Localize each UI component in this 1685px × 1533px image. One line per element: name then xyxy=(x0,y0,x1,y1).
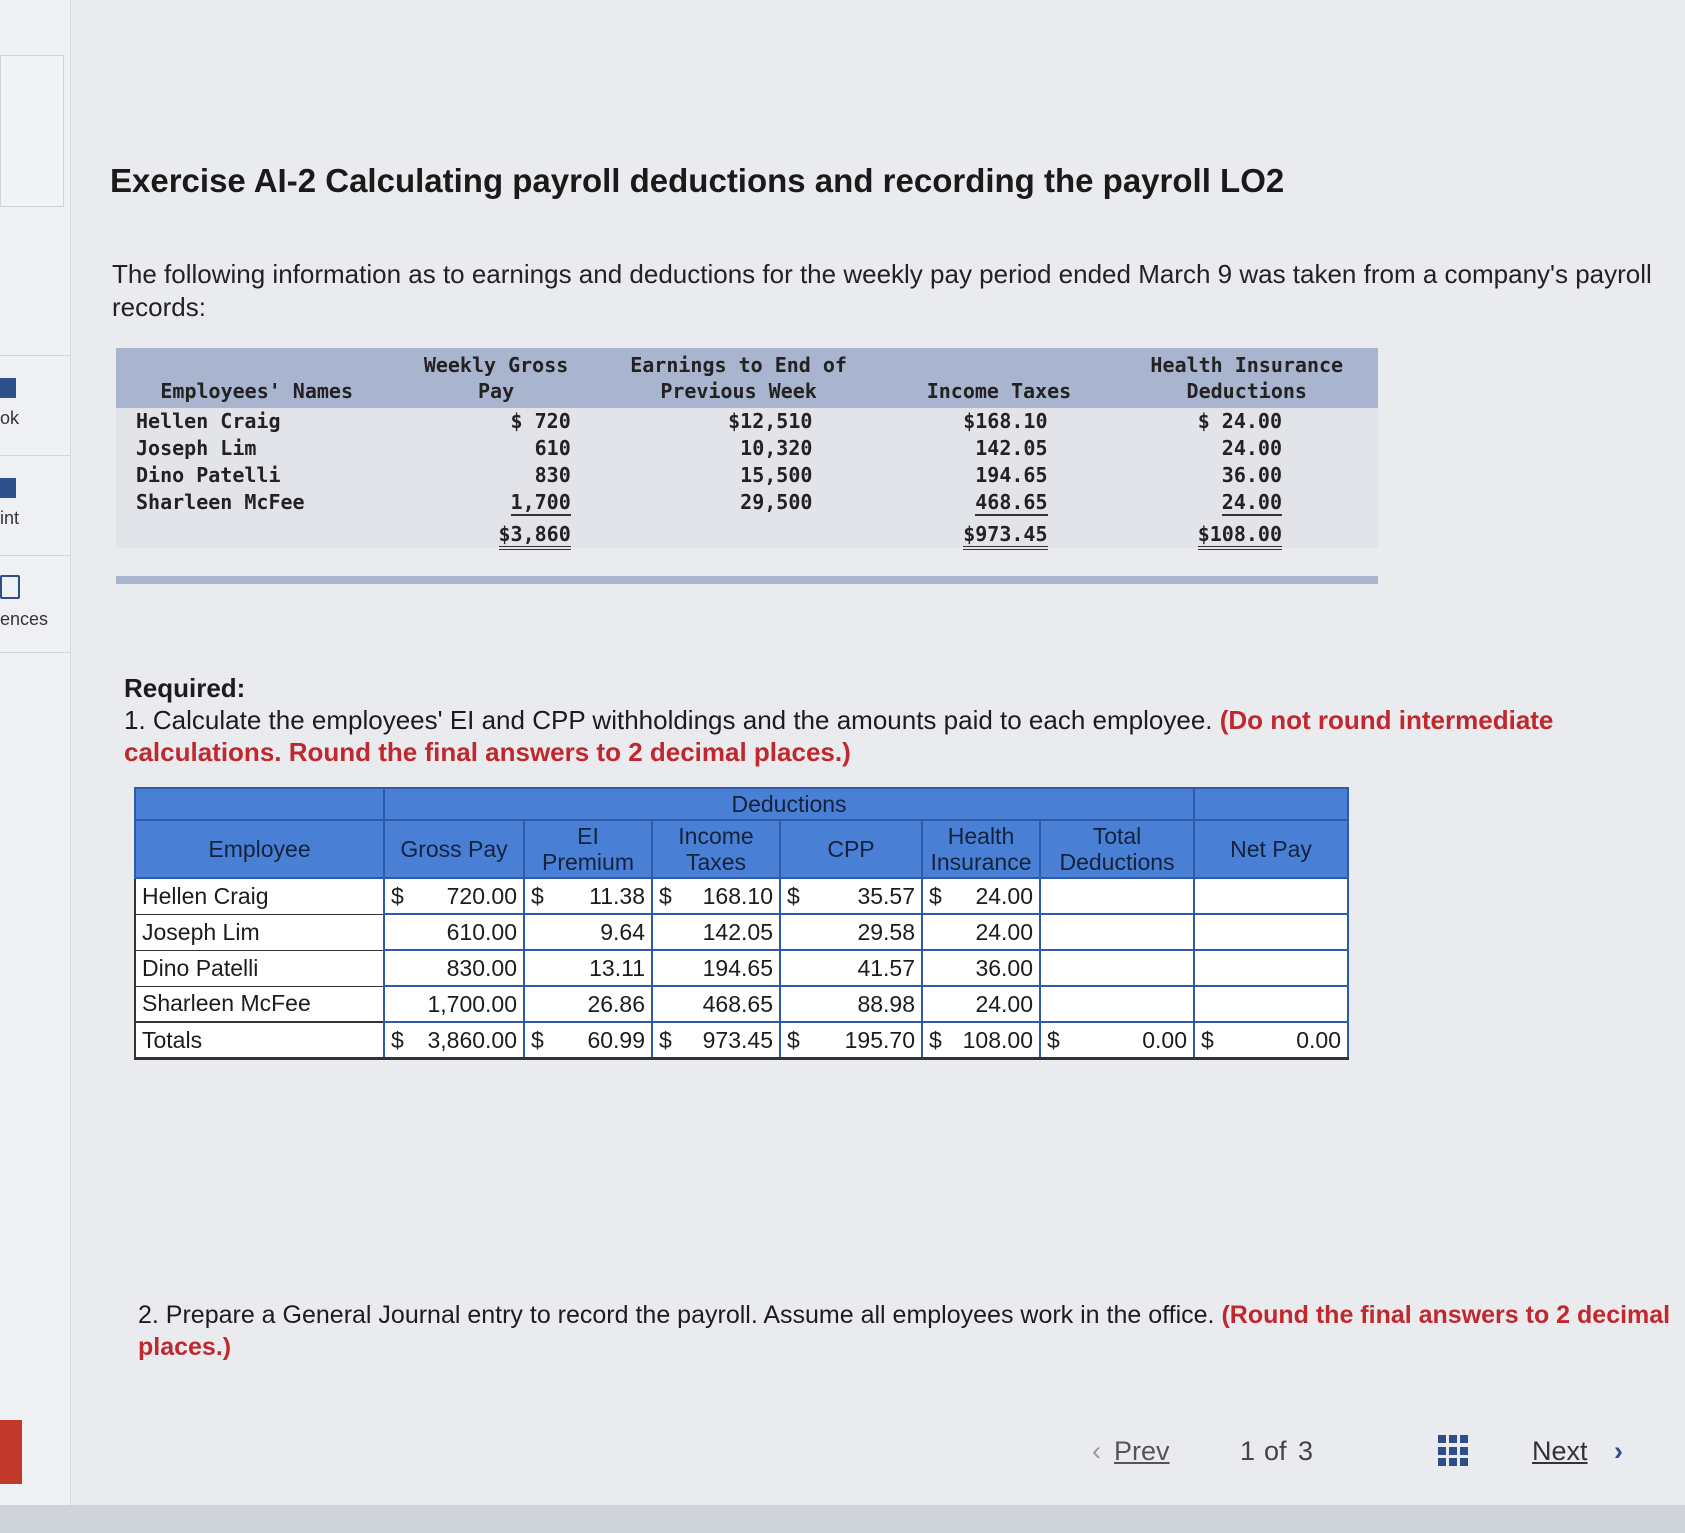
chevron-right-icon: › xyxy=(1614,1436,1623,1466)
gross-value: 610 xyxy=(534,436,571,460)
prev-earnings-value: 10,320 xyxy=(740,436,813,460)
col-weekly-gross: Weekly Gross Pay xyxy=(397,348,594,408)
col-cpp: CPP xyxy=(780,820,922,878)
gross-value xyxy=(397,489,594,516)
header-blank-right xyxy=(1194,788,1348,820)
gross-pay-cell xyxy=(384,878,524,914)
totals-spacer xyxy=(116,516,397,548)
col-employee-names: Employees' Names xyxy=(116,348,397,408)
prev-total-empty xyxy=(595,516,883,548)
table-row xyxy=(116,435,1378,462)
employee-name: Sharleen McFee xyxy=(136,490,305,514)
col-income-taxes: Income Taxes xyxy=(882,348,1115,408)
grid-dot xyxy=(1438,1435,1446,1443)
question-2 xyxy=(138,1299,1685,1363)
grid-dot xyxy=(1449,1447,1457,1455)
health-insurance-value: 24.00 xyxy=(1221,436,1282,460)
col-health-insurance: Health Insurance xyxy=(922,820,1040,878)
currency-symbol: $ xyxy=(1047,1026,1060,1053)
income-tax-value: 142.05 xyxy=(975,436,1048,460)
sidebar-item-print-label: int xyxy=(0,508,20,528)
prev-earnings-value: 15,500 xyxy=(740,463,813,487)
net-pay-input[interactable] xyxy=(1194,878,1348,914)
ei-premium-input[interactable]: 26.86 xyxy=(524,986,652,1022)
table-row xyxy=(116,462,1378,489)
currency-symbol: $ xyxy=(659,1026,672,1053)
col-prev-earnings: Earnings to End of Previous Week xyxy=(595,348,883,408)
ei-premium-total xyxy=(524,1022,652,1059)
health-insurance-total-value: 108.00 xyxy=(962,1026,1033,1053)
totals-row xyxy=(135,1022,1348,1059)
sidebar-item-book-label: ok xyxy=(0,408,20,428)
net-pay-input[interactable] xyxy=(1194,950,1348,986)
currency-symbol: $ xyxy=(531,1026,544,1053)
total-deductions-input[interactable] xyxy=(1040,914,1194,950)
ei-premium-total-value: 60.99 xyxy=(587,1026,645,1053)
col-health-insurance: Health Insurance Deductions xyxy=(1116,348,1379,408)
required-label: Required: xyxy=(124,673,246,703)
table-row xyxy=(135,878,1348,914)
health-insurance-value xyxy=(1116,489,1379,516)
gross-total-text: $3,860 xyxy=(499,522,571,550)
health-insurance-cell: 24.00 xyxy=(922,986,1040,1022)
total-deductions-input[interactable] xyxy=(1040,986,1194,1022)
health-insurance-value: 24.00 xyxy=(975,882,1033,909)
ei-premium-value: 11.38 xyxy=(589,882,645,909)
col-income-taxes: Income Taxes xyxy=(652,820,780,878)
cpp-input[interactable]: 29.58 xyxy=(780,914,922,950)
table-row xyxy=(116,408,1378,435)
question-2-text: 2. Prepare a General Journal entry to record the payroll. Assume all employees work in the office. xyxy=(138,1301,1215,1329)
total-deductions-total xyxy=(1040,1022,1194,1059)
current-page: 1 xyxy=(1240,1436,1256,1466)
bottom-bar xyxy=(0,1505,1685,1533)
currency-symbol: $ xyxy=(929,1026,942,1053)
grid-dot xyxy=(1460,1447,1468,1455)
income-tax-cell: 194.65 xyxy=(652,950,780,986)
grid-dot xyxy=(1449,1458,1457,1466)
payroll-calculation-table xyxy=(134,787,1349,1060)
prev-earnings-value: 29,500 xyxy=(740,490,813,514)
currency-symbol: $ xyxy=(391,1026,404,1053)
net-pay-input[interactable] xyxy=(1194,986,1348,1022)
employee-name: Dino Patelli xyxy=(136,463,281,487)
gross-value: 830 xyxy=(534,463,571,487)
exercise-intro: The following information as to earnings and deductions for the weekly pay period ended March 9 was taken from a company's payroll records: xyxy=(112,259,1652,322)
payroll-info-table xyxy=(116,348,1378,548)
references-icon xyxy=(0,575,20,599)
currency-symbol: $ xyxy=(787,882,800,909)
employee-name: Hellen Craig xyxy=(135,878,384,914)
grid-dot xyxy=(1449,1435,1457,1443)
health-insurance-cell xyxy=(922,878,1040,914)
required-section xyxy=(124,672,1684,768)
health-insurance-total xyxy=(922,1022,1040,1059)
brand-logo xyxy=(0,1420,22,1484)
total-deductions-input[interactable] xyxy=(1040,950,1194,986)
col-gross-pay: Gross Pay xyxy=(384,820,524,878)
currency-symbol: $ xyxy=(1201,1026,1214,1053)
income-tax-total-text: $973.45 xyxy=(963,522,1047,550)
income-tax-total xyxy=(652,1022,780,1059)
ei-premium-input[interactable]: 9.64 xyxy=(524,914,652,950)
income-tax-cell: 468.65 xyxy=(652,986,780,1022)
currency-symbol: $ xyxy=(929,882,942,909)
col-ei-premium: EI Premium xyxy=(524,820,652,878)
gross-total xyxy=(397,516,594,548)
cpp-total-value: 195.70 xyxy=(844,1026,915,1053)
gross-pay-total xyxy=(384,1022,524,1059)
cpp-value: 35.57 xyxy=(857,882,915,909)
cpp-input[interactable]: 41.57 xyxy=(780,950,922,986)
sidebar-panel xyxy=(0,55,64,207)
header-blank xyxy=(135,788,384,820)
income-tax-value: 194.65 xyxy=(975,463,1048,487)
prev-button[interactable]: Prev xyxy=(1114,1436,1170,1466)
sidebar-divider xyxy=(0,555,70,556)
table-row xyxy=(135,914,1348,950)
health-insurance-value-text: 24.00 xyxy=(1221,490,1282,514)
question-2-note: (Round the final answers to 2 decimal places.) xyxy=(138,1301,1671,1361)
income-tax-total-value: 973.45 xyxy=(702,1026,773,1053)
ei-premium-input[interactable] xyxy=(524,878,652,914)
info-table-bottom-bar xyxy=(116,576,1378,584)
net-pay-input[interactable] xyxy=(1194,914,1348,950)
currency-symbol: $ xyxy=(659,882,672,909)
sidebar-item-references[interactable] xyxy=(0,575,66,630)
table-row xyxy=(135,986,1348,1022)
question-1-note: (Do not round intermediate calculations. Round the final answers to 2 decimal places.) xyxy=(124,705,1554,767)
grid-dot xyxy=(1438,1447,1446,1455)
sidebar-divider xyxy=(0,652,70,653)
income-tax-cell: 142.05 xyxy=(652,914,780,950)
gross-value: $ 720 xyxy=(510,409,571,433)
employee-name: Joseph Lim xyxy=(135,914,384,950)
gross-pay-cell: 1,700.00 xyxy=(384,986,524,1022)
sidebar-item-book[interactable] xyxy=(0,378,66,429)
income-tax-total xyxy=(882,516,1115,548)
sidebar-item-references-label: ences xyxy=(0,609,49,629)
total-pages: 3 xyxy=(1298,1436,1314,1466)
table-row xyxy=(116,489,1378,516)
col-total-deductions: Total Deductions xyxy=(1040,820,1194,878)
left-sidebar xyxy=(0,0,71,1533)
health-insurance-total-text: $108.00 xyxy=(1198,522,1282,550)
health-insurance-total xyxy=(1116,516,1379,548)
grid-dot xyxy=(1460,1435,1468,1443)
income-tax-value-text: 468.65 xyxy=(975,490,1048,514)
sidebar-item-print[interactable] xyxy=(0,478,66,529)
page-of-label: of xyxy=(1264,1436,1287,1466)
cpp-input[interactable] xyxy=(780,878,922,914)
pagination xyxy=(1092,1430,1652,1480)
prev-earnings-value: $12,510 xyxy=(728,409,813,433)
income-tax-value: $168.10 xyxy=(963,409,1048,433)
gross-pay-value: 720.00 xyxy=(446,882,517,909)
currency-symbol: $ xyxy=(787,1026,800,1053)
currency-symbol: $ xyxy=(391,882,404,909)
question-1-text: 1. Calculate the employees' EI and CPP withholdings and the amounts paid to each employee. xyxy=(124,705,1213,735)
col-net-pay: Net Pay xyxy=(1194,820,1348,878)
gross-pay-cell: 610.00 xyxy=(384,914,524,950)
net-pay-total-value: 0.00 xyxy=(1296,1026,1341,1053)
currency-symbol: $ xyxy=(531,882,544,909)
deductions-group-header: Deductions xyxy=(384,788,1194,820)
net-pay-total xyxy=(1194,1022,1348,1059)
total-deductions-input[interactable] xyxy=(1040,878,1194,914)
totals-row xyxy=(116,516,1378,548)
health-insurance-value: $ 24.00 xyxy=(1197,409,1282,433)
totals-label: Totals xyxy=(135,1022,384,1059)
sidebar-divider xyxy=(0,355,70,356)
next-button[interactable]: Next xyxy=(1532,1436,1588,1466)
grid-dot xyxy=(1460,1458,1468,1466)
cpp-input[interactable]: 88.98 xyxy=(780,986,922,1022)
health-insurance-cell: 24.00 xyxy=(922,914,1040,950)
cpp-total xyxy=(780,1022,922,1059)
gross-pay-total-value: 3,860.00 xyxy=(427,1026,517,1053)
health-insurance-cell: 36.00 xyxy=(922,950,1040,986)
ei-premium-input[interactable]: 13.11 xyxy=(524,950,652,986)
total-deductions-total-value: 0.00 xyxy=(1142,1026,1187,1053)
gross-pay-cell: 830.00 xyxy=(384,950,524,986)
employee-name: Hellen Craig xyxy=(136,409,281,433)
chevron-left-icon: ‹ xyxy=(1092,1436,1101,1466)
income-tax-value: 168.10 xyxy=(702,882,773,909)
col-employee: Employee xyxy=(135,820,384,878)
grid-dot xyxy=(1438,1458,1446,1466)
income-tax-cell xyxy=(652,878,780,914)
employee-name: Sharleen McFee xyxy=(135,986,384,1022)
sidebar-divider xyxy=(0,455,70,456)
table-row xyxy=(135,950,1348,986)
employee-name: Joseph Lim xyxy=(136,436,257,460)
grid-menu-icon[interactable] xyxy=(1438,1435,1470,1467)
income-tax-value xyxy=(882,489,1115,516)
employee-name: Dino Patelli xyxy=(135,950,384,986)
gross-value-text: 1,700 xyxy=(510,490,571,514)
exercise-title: Exercise AI-2 Calculating payroll deductions and recording the payroll LO2 xyxy=(110,162,1285,199)
print-icon xyxy=(0,478,16,498)
book-icon xyxy=(0,378,16,398)
health-insurance-value: 36.00 xyxy=(1221,463,1282,487)
